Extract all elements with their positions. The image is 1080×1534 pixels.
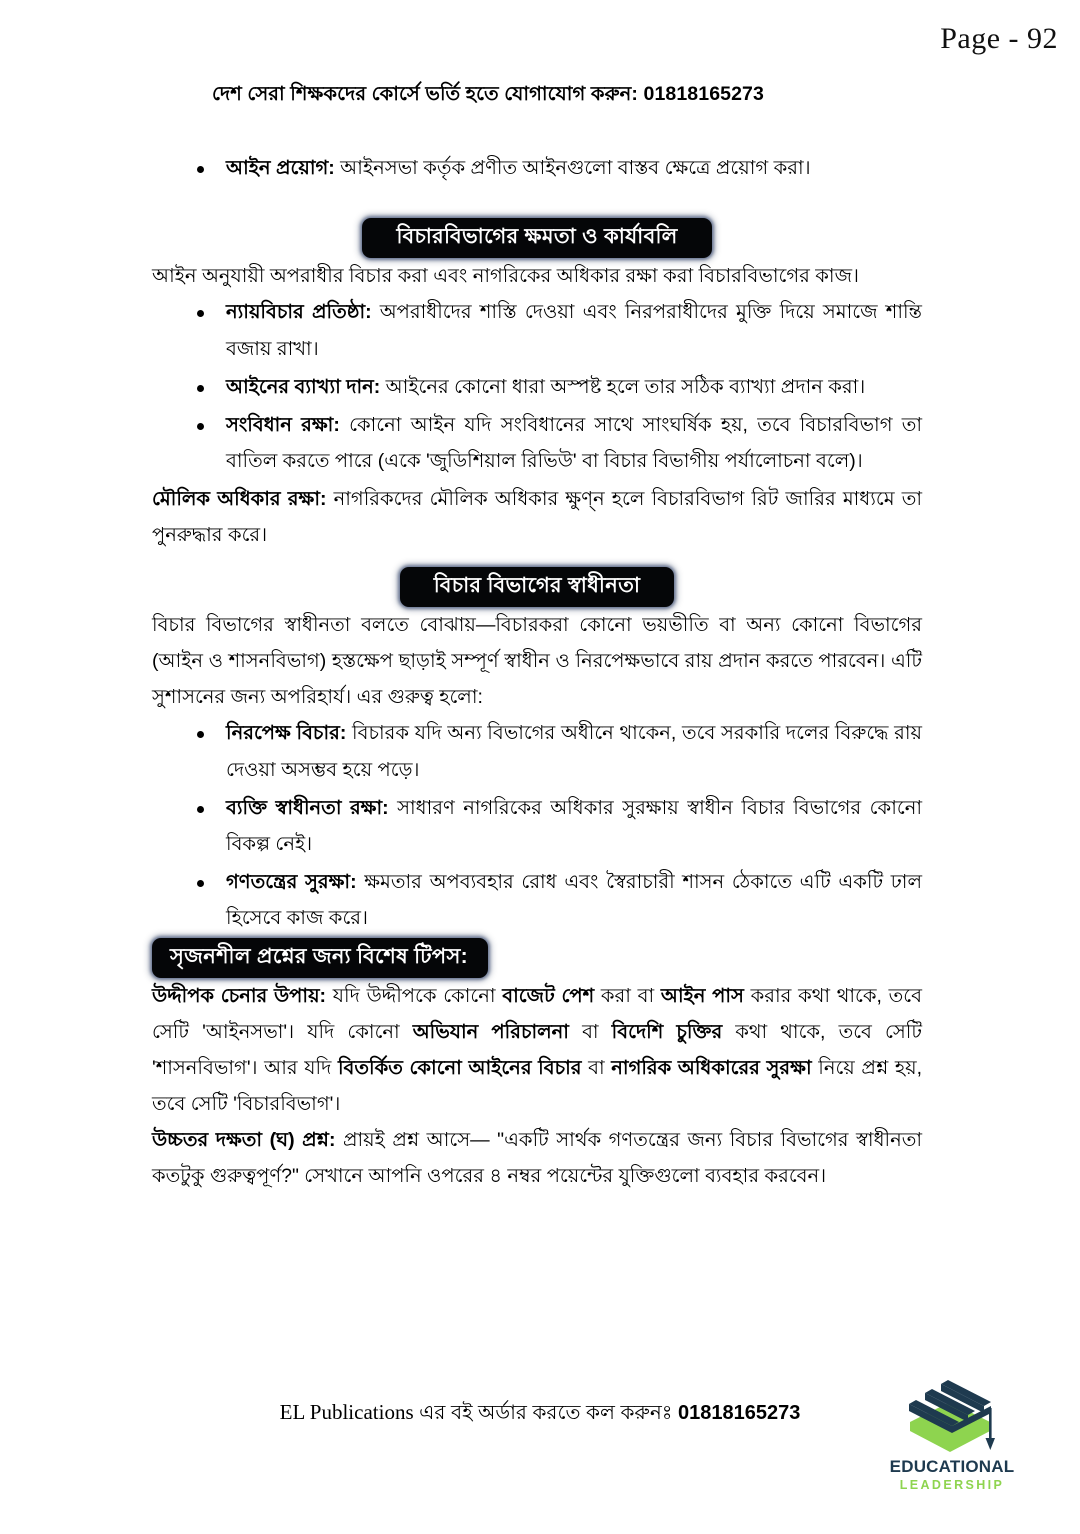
bullet-text: কোনো আইন যদি সংবিধানের সাথে সাংঘর্ষিক হয়, তবে বিচারবিভাগ তা বাতিল করতে পারে (একে 'জুডিশিয়াল রিভিউ' বা বিচার বিভাগীয় পর্যালোচনা বলে)।: [226, 413, 922, 472]
section-2-bullet-list: [152, 715, 922, 935]
footer-phone: 01818165273: [677, 1402, 801, 1424]
section-1-bullet-list: [152, 294, 922, 478]
footer-order-text: এর বই অর্ডার করতে কল করুনঃ: [413, 1402, 678, 1424]
tips-bold-1: বাজেট পেশ: [502, 985, 595, 1008]
bullet-text: সাধারণ নাগরিকের অধিকার সুরক্ষায় স্বাধীন বিচার বিভাগের কোনো বিকল্প নেই।: [226, 796, 922, 855]
bullet-text: আইনসভা কর্তৃক প্রণীত আইনগুলো বাস্তব ক্ষেত্রে প্রয়োগ করা।: [334, 157, 811, 179]
bullet-term: নিরপেক্ষ বিচার:: [226, 722, 347, 745]
logo-title: EDUCATIONAL: [889, 1457, 1015, 1476]
tips-text-2: প্রায়ই প্রশ্ন আসে— "একটি সার্থক গণতন্ত্রের জন্য বিচার বিভাগের স্বাধীনতা কতটুকু গুরুত্বপূর্ণ?" সেখানে আপনি ওপরের ৪ নম্বর পয়েন্টের যুক্তিগুলো ব্যবহার করবেন।: [152, 1129, 923, 1188]
tips-term-2: উচ্চতর দক্ষতা (ঘ) প্রশ্ন:: [152, 1129, 336, 1152]
section-heading-judicial-independence: বিচার বিভাগের স্বাধীনতা: [400, 567, 674, 607]
footer-brand: EL Publications: [279, 1400, 414, 1424]
tips-seg-1: যদি উদ্দীপকে কোনো: [326, 985, 503, 1008]
tips-bold-2: আইন পাস: [660, 985, 744, 1008]
tips-term-1: উদ্দীপক চেনার উপায়:: [152, 985, 327, 1008]
bullet-text: ক্ষমতার অপব্যবহার রোধ এবং স্বৈরাচারী শাসন ঠেকাতে এটি একটি ঢাল হিসেবে কাজ করে।: [226, 870, 922, 929]
tips-seg-4: বা: [568, 1021, 612, 1044]
closing-text: নাগরিকদের মৌলিক অধিকার ক্ষুণ্ন হলে বিচারবিভাগ রিট জারির মাধ্যমে তা পুনরুদ্ধার করে।: [152, 487, 922, 546]
tips-paragraph-1: [152, 978, 922, 1122]
list-item: [152, 294, 922, 366]
section-1-banner-wrap: [152, 218, 922, 258]
tips-seg-3: করার কথা থাকে, তবে সেটি 'আইনসভা'। যদি কোনো: [152, 985, 922, 1044]
list-item: [152, 864, 922, 936]
graduation-cap-icon: [888, 1378, 1016, 1456]
bullet-term: ব্যক্তি স্বাধীনতা রক্ষা:: [226, 796, 389, 819]
bullet-term: আইন প্রয়োগ:: [226, 157, 335, 179]
list-item: [152, 790, 922, 862]
spacer: [152, 188, 922, 218]
tips-seg-6: বা: [581, 1057, 612, 1080]
spacer: [152, 553, 922, 567]
section-2-lead-paragraph: বিচার বিভাগের স্বাধীনতা বলতে বোঝায়—বিচারকরা কোনো ভয়ভীতি বা অন্য কোনো বিভাগের (আইন ও শাসনবিভাগ) হস্তক্ষেপ ছাড়াই সম্পূর্ণ স্বাধীন ও নিরপেক্ষভাবে রায় প্রদান করতে পারবেন। এটি সুশাসনের জন্য অপরিহার্য। এর গুরুত্ব হলো:: [152, 614, 922, 709]
logo-wordmark: [888, 1458, 1016, 1493]
bullet-text: আইনের কোনো ধারা অস্পষ্ট হলে তার সঠিক ব্যাখ্যা প্রদান করা।: [380, 375, 866, 398]
tips-seg-7: নিয়ে প্রশ্ন হয়, তবে সেটি 'বিচারবিভাগ'।: [152, 1057, 923, 1116]
promo-contact-line: দেশ সেরা শিক্ষকদের কোর্সে ভর্তি হতে যোগাযোগ করুন: 01818165273: [212, 83, 764, 105]
logo-subtitle: LEADERSHIP: [899, 1477, 1005, 1492]
section-heading-judiciary-powers: বিচারবিভাগের ক্ষমতা ও কার্যাবলি: [362, 218, 711, 258]
list-item: [152, 407, 922, 479]
tips-paragraph-2: [152, 1122, 922, 1194]
tips-bold-3: অভিযান পরিচালনা: [412, 1021, 569, 1044]
document-content: [152, 150, 922, 1195]
tips-bold-4: বিদেশি চুক্তির: [611, 1021, 723, 1044]
educational-leadership-logo: [888, 1378, 1016, 1508]
tips-seg-5: কথা থাকে, তবে সেটি 'শাসনবিভাগ'। আর যদি: [152, 1021, 922, 1080]
list-item: [152, 369, 922, 405]
bullet-term: গণতন্ত্রের সুরক্ষা:: [226, 870, 357, 893]
tips-seg-2: করা বা: [594, 985, 661, 1008]
closing-term: মৌলিক অধিকার রক্ষা:: [152, 487, 327, 510]
page-number: Page - 92: [940, 22, 1058, 55]
bullet-term: সংবিধান রক্ষা:: [226, 413, 340, 436]
section-1-lead-paragraph: আইন অনুযায়ী অপরাধীর বিচার করা এবং নাগরিকের অধিকার রক্ষা করা বিচারবিভাগের কাজ।: [152, 265, 860, 288]
intro-bullet-list: [152, 150, 922, 186]
section-1-closing-paragraph: [152, 481, 922, 553]
section-heading-creative-question-tips: সৃজনশীল প্রশ্নের জন্য বিশেষ টিপস:: [152, 938, 488, 978]
bullet-term: আইনের ব্যাখ্যা দান:: [226, 375, 381, 398]
list-item: [152, 150, 922, 186]
bullet-text: অপরাধীদের শাস্তি দেওয়া এবং নিরপরাধীদের মুক্তি দিয়ে সমাজে শান্তি বজায় রাখা।: [226, 301, 922, 360]
tips-bold-6: নাগরিক অধিকারের সুরক্ষা: [611, 1057, 812, 1080]
bullet-text: বিচারক যদি অন্য বিভাগের অধীনে থাকেন, তবে সরকারি দলের বিরুদ্ধে রায় দেওয়া অসম্ভব হয়ে পড়ে।: [226, 722, 923, 781]
section-2-banner-wrap: [152, 567, 922, 607]
tips-bold-5: বিতর্কিত কোনো আইনের বিচার: [337, 1057, 582, 1080]
tips-banner-wrap: [152, 938, 922, 978]
list-item: [152, 715, 922, 787]
bullet-term: ন্যায়বিচার প্রতিষ্ঠা:: [226, 301, 372, 324]
